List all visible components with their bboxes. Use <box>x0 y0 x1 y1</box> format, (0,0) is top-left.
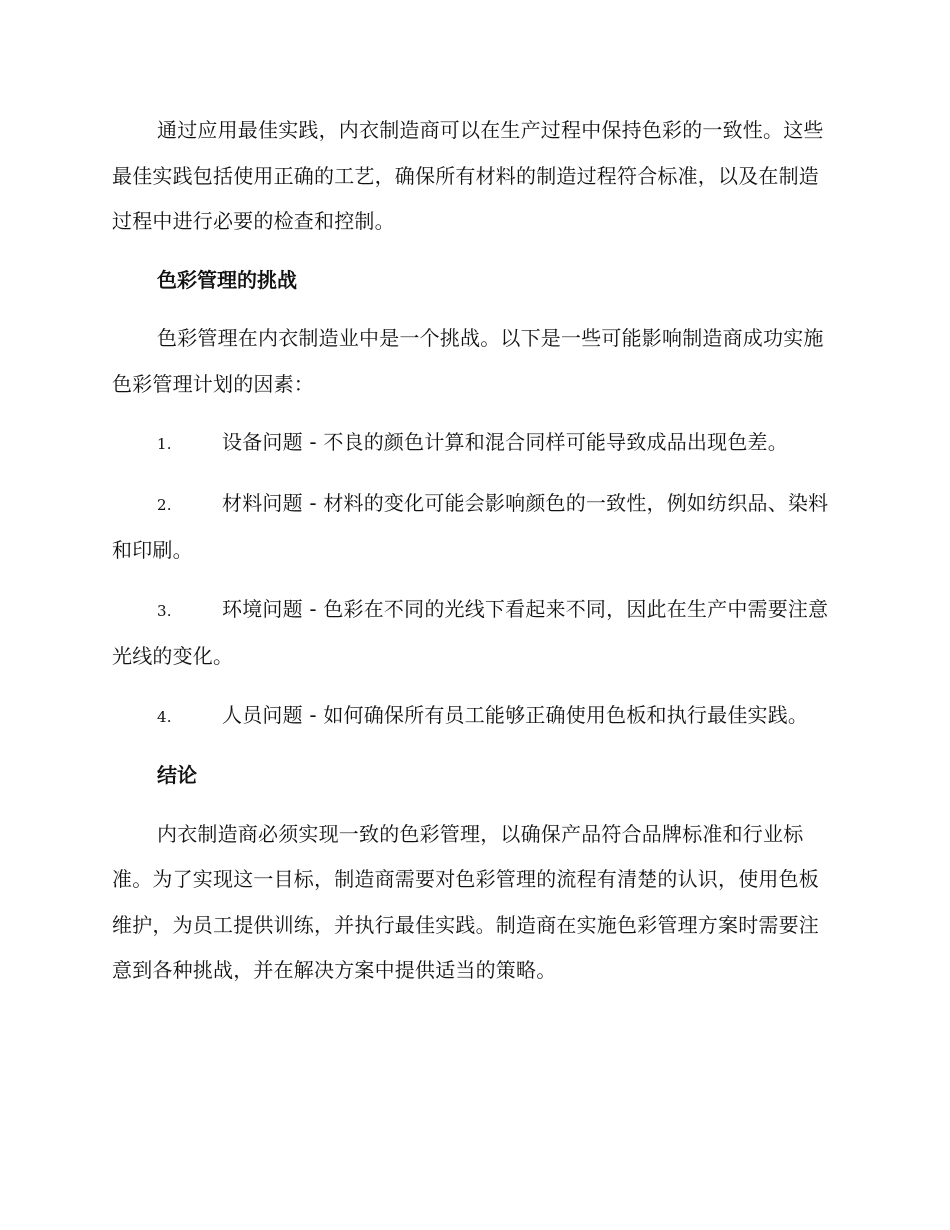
conclusion-paragraph: 内衣制造商必须实现一致的色彩管理，以确保产品符合品牌标准和行业标准。为了实现这一目标，制造商需要对色彩管理的流程有清楚的认识，使用色板维护，为员工提供训练，并执行最佳实践。制造商在实施色彩管理方案时需要注意到各种挑战，并在解决方案中提供适当的策略。 <box>112 821 819 982</box>
list-item <box>112 420 832 468</box>
list-item-text: 设备问题 - 不良的颜色计算和混合同样可能导致成品出现色差。 <box>222 430 788 454</box>
spacer <box>112 740 832 753</box>
spacer <box>112 574 832 587</box>
list-item-text: 人员问题 - 如何确保所有员工能够正确使用色板和执行最佳实践。 <box>222 702 809 727</box>
spacer <box>112 245 832 258</box>
spacer <box>112 468 832 481</box>
list-item-text: 环境问题 - 色彩在不同的光线下看起来不同，因此在生产中需要注意光线的变化。 <box>112 596 829 668</box>
list-item <box>112 587 832 680</box>
spacer <box>112 303 832 316</box>
list-item <box>112 693 832 741</box>
list-item-number: 4. <box>157 707 172 726</box>
section-heading-conclusion: 结论 <box>157 763 197 787</box>
list-item-number: 3. <box>157 601 172 620</box>
intro-paragraph: 通过应用最佳实践，内衣制造商可以在生产过程中保持色彩的一致性。这些最佳实践包括使用正确的工艺，确保所有材料的制造过程符合标准，以及在制造过程中进行必要的检查和控制。 <box>112 118 824 233</box>
challenges-intro-paragraph: 色彩管理在内衣制造业中是一个挑战。以下是一些可能影响制造商成功实施色彩管理计划的因素： <box>112 326 824 396</box>
list-item <box>112 481 832 574</box>
list-item-number: 1. <box>157 435 172 453</box>
spacer <box>112 680 832 693</box>
section-heading-challenges: 色彩管理的挑战 <box>157 267 297 292</box>
spacer <box>112 407 832 420</box>
document-page <box>112 108 832 994</box>
spacer <box>112 799 832 812</box>
list-item-text: 材料问题 - 材料的变化可能会影响颜色的一致性，例如纺织品、染料和印刷。 <box>112 490 829 562</box>
list-item-number: 2. <box>157 495 172 514</box>
